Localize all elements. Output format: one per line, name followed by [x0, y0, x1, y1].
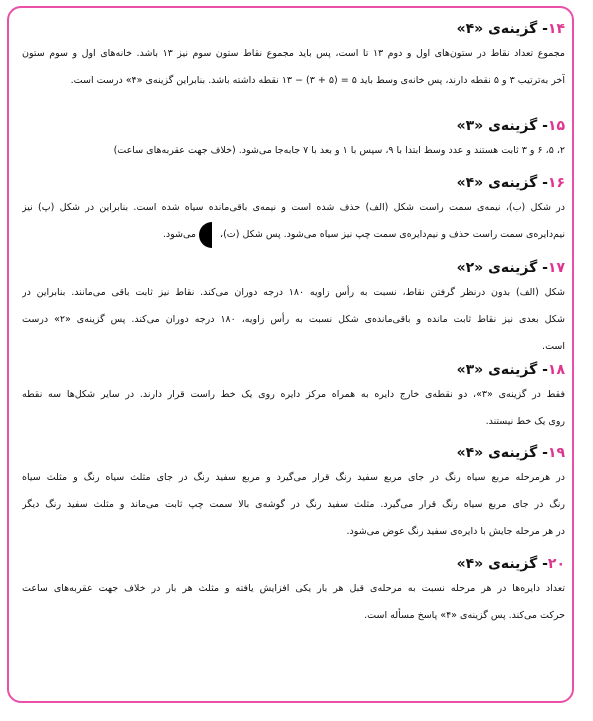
answer-choice: - گزینه‌ی «۴» — [456, 21, 548, 37]
answer-item-18 — [22, 359, 565, 442]
answer-item-14 — [22, 18, 565, 115]
answer-choice: - گزینه‌ی «۴» — [456, 175, 548, 191]
answer-heading-15 — [22, 115, 565, 137]
explanation-line: شکل بعدی نیز نقاط ثابت مانده و باقی‌مانده‌ی شکل نسبت به رأس زاویه، ۱۸۰ درجه دوران می‌کند. پس گزینه‌ی «۲» درست — [22, 314, 565, 325]
answer-item-19 — [22, 442, 565, 553]
question-number: ۱۵ — [547, 118, 565, 134]
explanation-line: روی یک خط نیستند. — [485, 416, 565, 427]
question-number: ۲۰ — [547, 556, 565, 572]
answer-choice: - گزینه‌ی «۴» — [456, 445, 548, 461]
answer-heading-16 — [22, 172, 565, 194]
explanation-text: نیم‌دایره‌ی سمت راست حذف و نیم‌دایره‌ی سمت چپ نیز سیاه می‌شود. پس شکل (ت)، — [220, 229, 565, 240]
question-number: ۱۹ — [547, 445, 565, 461]
answer-choice: - گزینه‌ی «۳» — [456, 118, 548, 134]
answer-heading-14 — [22, 18, 565, 40]
explanation-line: رنگ در جای مربع سیاه رنگ قرار می‌گیرد. مثلث سفید رنگ در گوشه‌ی بالا سمت چپ ثابت می‌ماند و مثلث سفید رنگ دیگر — [22, 499, 565, 510]
answer-item-17 — [22, 257, 565, 359]
explanation-line — [22, 221, 565, 248]
explanation-text: می‌شود. — [162, 229, 196, 240]
explanation-line: در شکل (ب)، نیمه‌ی سمت راست شکل (الف) حذف شده است و نیمه‌ی باقی‌مانده سیاه شده است. بنابراین در شکل (پ) نیز — [22, 202, 565, 213]
explanation-line: شکل (الف) بدون درنظر گرفتن نقاط، نسبت به رأس زاویه ۱۸۰ درجه دوران می‌کند. نقاط نیز ثابت باقی می‌مانند. بنابراین در — [22, 287, 565, 298]
answer-choice: - گزینه‌ی «۴» — [456, 556, 548, 572]
answer-heading-17 — [22, 257, 565, 279]
explanation-line: مجموع تعداد نقاط در ستون‌های اول و دوم ۱۳ تا است، پس باید مجموع نقاط ستون سوم نیز ۱۳ باشد. خانه‌های اول و سوم ستون — [22, 48, 565, 59]
explanation-line: ۲، ۵، ۶ و ۳ ثابت هستند و عدد وسط ابتدا با ۹، سپس با ۱ و بعد با ۷ جابه‌جا می‌شود. (خلاف جهت عقربه‌های ساعت) — [113, 145, 565, 156]
explanation-line: فقط در گزینه‌ی «۳»، دو نقطه‌ی خارج دایره به همراه مرکز دایره روی یک خط راست قرار دارند. در سایر شکل‌ها سه نقطه — [22, 389, 565, 400]
answer-choice: - گزینه‌ی «۳» — [456, 362, 548, 378]
answer-heading-19 — [22, 442, 565, 464]
explanation-line: در هر مرحله جایش با دایره‌ی سفید رنگ عوض می‌شود. — [346, 526, 565, 537]
answer-heading-20 — [22, 553, 565, 575]
explanation-line: تعداد دایره‌ها در هر مرحله نسبت به مرحله‌ی قبل هر بار یکی افزایش یافته و مثلث هر بار در خلاف جهت عقربه‌های ساعت — [22, 583, 565, 594]
answer-item-15 — [22, 115, 565, 172]
half-circle-figure — [199, 222, 212, 248]
explanation-line: حرکت می‌کند. پس گزینه‌ی «۴» پاسخ مسأله است. — [364, 610, 565, 621]
answer-choice: - گزینه‌ی «۲» — [456, 260, 548, 276]
explanation-line: است. — [542, 341, 565, 352]
question-number: ۱۶ — [547, 175, 565, 191]
answer-heading-18 — [22, 359, 565, 381]
question-number: ۱۴ — [547, 21, 565, 37]
answer-key — [22, 18, 565, 623]
question-number: ۱۷ — [547, 260, 565, 276]
explanation-line: در هرمرحله مربع سیاه رنگ در جای مربع سفید رنگ قرار می‌گیرد و مربع سفید رنگ در جای مثلث سیاه رنگ و مثلث سیاه — [22, 472, 565, 483]
question-number: ۱۸ — [547, 362, 565, 378]
answer-item-16 — [22, 172, 565, 257]
answer-item-20 — [22, 553, 565, 623]
explanation-line: آخر به‌ترتیب ۳ و ۵ نقطه دارند، پس خانه‌ی وسط باید ۵ = (۵ + ۳) − ۱۳ نقطه داشته باشد. بنابراین گزینه‌ی «۴» درست است. — [70, 75, 565, 86]
